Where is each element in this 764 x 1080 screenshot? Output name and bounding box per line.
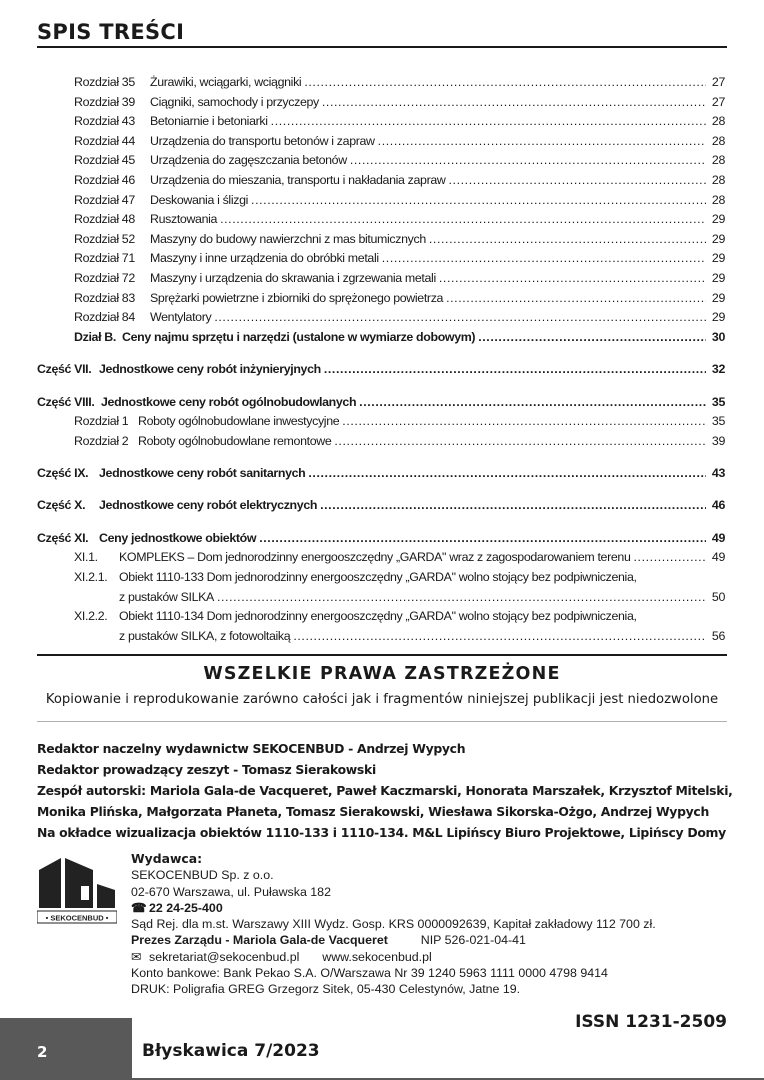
toc-label: Rozdział 1 [74, 414, 129, 429]
page-title: SPIS TREŚCI [37, 20, 185, 44]
dot-leader [334, 434, 706, 448]
toc-page: 35 [711, 414, 725, 429]
toc-page: 29 [711, 251, 725, 266]
toc-label: Rozdział 39 [74, 94, 135, 109]
dot-leader [359, 395, 706, 409]
toc-title: Roboty ogólnobudowlane remontowe [138, 433, 332, 448]
dot-leader [259, 531, 706, 545]
toc-row-chapter [37, 153, 725, 173]
publisher-email[interactable]: sekretariat@sekocenbud.pl [149, 949, 300, 964]
toc-row-chapter [37, 251, 725, 271]
toc-title: Roboty ogólnobudowlane inwestycyjne [138, 414, 340, 429]
issn: ISSN 1231-2509 [575, 1012, 727, 1032]
toc-title: Sprężarki powietrzne i zbiorniki do sprężonego powietrza [150, 290, 444, 305]
toc-page: 56 [711, 628, 725, 643]
toc-title: Urządzenia do zagęszczania betonów [150, 153, 347, 168]
toc-title: Żurawiki, wciągarki, wciągniki [150, 75, 302, 89]
toc-page: 50 [711, 589, 725, 604]
toc-page: 27 [711, 94, 725, 109]
toc-title: Urządzenia do mieszania, transportu i nakładania zapraw [150, 172, 446, 187]
toc-label: Rozdział 35 [74, 75, 135, 89]
toc-row-chapter [37, 114, 725, 134]
toc-title: KOMPLEKS – Dom jednorodzinny energooszczędny „GARDA" wraz z zagospodarowaniem terenu [119, 550, 631, 565]
credit-line: Na okładce wizualizacja obiektów 1110-133 i 1110-134. M&L Lipińscy Biuro Projektowe, Lipińscy Domy [37, 825, 726, 840]
toc-label: Rozdział 44 [74, 133, 135, 148]
toc-title: Jednostkowe ceny robót sanitarnych [99, 466, 306, 481]
toc-label: Rozdział 84 [74, 310, 135, 325]
publisher-bank: Konto bankowe: Bank Pekao S.A. O/Warszawa Nr 39 1240 5963 1111 0000 4798 9414 [131, 966, 608, 981]
publisher-registry: Sąd Rej. dla m.st. Warszawy XIII Wydz. Gosp. KRS 0000092639, Kapitał zakładowy 112 700 zł. [131, 917, 656, 932]
toc-title: Jednostkowe ceny robót inżynieryjnych [99, 362, 321, 377]
publisher-info [131, 851, 731, 998]
credits [37, 738, 737, 843]
toc-label: Część XI. [37, 530, 89, 545]
dot-leader [304, 75, 706, 89]
toc-row-part-11 [37, 531, 725, 551]
dot-leader [634, 550, 707, 564]
dot-leader [308, 466, 706, 480]
toc-page: 39 [711, 433, 725, 448]
toc-label: Rozdział 46 [74, 172, 135, 187]
publisher-board: Prezes Zarządu - Mariola Gala-de Vacqueret [131, 933, 388, 948]
toc-label: Część IX. [37, 466, 89, 481]
dot-leader [382, 251, 706, 265]
toc-row-chapter [37, 173, 725, 193]
dot-leader [439, 271, 706, 285]
credit-line: Monika Plińska, Małgorzata Płaneta, Tomasz Sierakowski, Wiesława Sikorska-Ożgo, Andrzej Wypych [37, 804, 709, 819]
toc-page: 28 [711, 153, 725, 168]
toc-title: Obiekt 1110-133 Dom jednorodzinny energooszczędny „GARDA" wolno stojący bez podpiwniczenia, [119, 570, 637, 585]
toc-label: Rozdział 52 [74, 231, 135, 246]
toc-label: Rozdział 47 [74, 192, 135, 207]
toc-label: Rozdział 2 [74, 433, 129, 448]
phone-icon: ☎ [131, 900, 147, 915]
toc-title: Jednostkowe ceny robót elektrycznych [99, 498, 318, 513]
toc-page: 28 [711, 172, 725, 187]
toc-title: Ciągniki, samochody i przyczepy [150, 94, 319, 109]
toc-page: 32 [711, 362, 725, 377]
toc-title: Maszyny i urządzenia do skrawania i zgrzewania metali [150, 270, 436, 285]
dot-leader [429, 232, 706, 246]
toc-title: Maszyny i inne urządzenia do obróbki metali [150, 251, 379, 266]
publisher-print: DRUK: Poligrafia GREG Grzegorz Sitek, 05-430 Celestynów, Jatne 19. [131, 982, 521, 997]
toc-page: 29 [711, 270, 725, 285]
toc-page: 49 [711, 530, 725, 545]
toc-title: Obiekt 1110-134 Dom jednorodzinny energooszczędny „GARDA" wolno stojący bez podpiwniczenia, [119, 609, 637, 624]
toc-title: z pustaków SILKA, z fotowoltaiką [119, 628, 291, 643]
dot-leader [446, 291, 706, 305]
publisher-website[interactable]: www.sekocenbud.pl [322, 949, 432, 964]
toc-page: 30 [711, 329, 725, 344]
dot-leader [449, 173, 706, 187]
toc-page: 43 [711, 466, 725, 481]
toc-row-object-continued [37, 629, 725, 649]
dot-leader [217, 590, 706, 604]
toc-page: 29 [711, 290, 725, 305]
publisher-address: 02-670 Warszawa, ul. Puławska 182 [131, 884, 331, 899]
toc-label: Rozdział 43 [74, 114, 135, 129]
toc-label: Część X. [37, 498, 86, 513]
page-number: 2 [37, 1043, 48, 1061]
toc-label: Dział B. [74, 329, 116, 344]
toc-row-chapter [37, 414, 725, 434]
credit-line: Zespół autorski: Mariola Gala-de Vacqueret, Paweł Kaczmarski, Honorata Marszałek, Krzysztof Mitelski, [37, 783, 733, 798]
toc-row-dzial-b [37, 330, 725, 350]
toc-row-chapter [37, 271, 725, 291]
toc-title: Rusztowania [150, 212, 218, 227]
toc-row-object-continued [37, 590, 725, 610]
toc-row-part-9 [37, 466, 725, 486]
toc-row-chapter [37, 75, 725, 95]
toc-row-object [37, 609, 725, 629]
toc-label: Rozdział 72 [74, 270, 135, 285]
toc-label: Rozdział 45 [74, 153, 135, 168]
dot-leader [293, 629, 706, 643]
toc-title: Deskowania i ślizgi [150, 192, 249, 207]
toc-row-object [37, 570, 725, 590]
publisher-heading: Wydawca: [131, 851, 203, 866]
toc-title: Ceny najmu sprzętu i narzędzi (ustalone w wymiarze dobowym) [122, 329, 476, 344]
toc-label: XI.1. [74, 550, 98, 565]
toc-title: Wentylatory [150, 310, 212, 325]
dot-leader [478, 330, 706, 344]
toc-row-chapter [37, 134, 725, 154]
dot-leader [214, 310, 706, 324]
toc-title: Betoniarnie i betoniarki [150, 114, 268, 129]
credit-line: Redaktor prowadzący zeszyt - Tomasz Sierakowski [37, 762, 376, 777]
dot-leader [320, 498, 706, 512]
toc-row-chapter [37, 434, 725, 454]
toc-page: 28 [711, 192, 725, 207]
building-logo-icon [37, 856, 117, 924]
toc-page: 27 [711, 75, 725, 89]
toc-page: 29 [711, 231, 725, 246]
toc-page: 28 [711, 133, 725, 148]
publisher-nip: NIP 526-021-04-41 [420, 933, 526, 948]
toc-page: 49 [711, 550, 725, 565]
toc-row-part-10 [37, 498, 725, 518]
toc-title: Ceny jednostkowe obiektów [99, 530, 257, 545]
publisher-phone: 22 24-25-400 [149, 900, 223, 915]
footer-bar [0, 1018, 132, 1080]
thin-divider [37, 721, 727, 722]
dot-leader [322, 95, 706, 109]
toc-page: 29 [711, 212, 725, 227]
toc-page: 29 [711, 310, 725, 325]
toc-page: 35 [711, 394, 725, 409]
email-icon: ✉ [131, 949, 142, 964]
toc-row-part-8 [37, 395, 725, 415]
publisher-name: SEKOCENBUD Sp. z o.o. [131, 868, 274, 883]
toc-page: 46 [711, 498, 725, 513]
rights-title: WSZELKIE PRAWA ZASTRZEŻONE [203, 664, 561, 684]
section-divider [37, 654, 727, 656]
toc-row-object [37, 550, 725, 570]
toc-label: XI.2.1. [74, 570, 108, 585]
toc-label: Część VII. [37, 362, 92, 377]
dot-leader [271, 114, 706, 128]
toc-label: Część VIII. [37, 394, 95, 409]
toc-title: z pustaków SILKA [119, 589, 214, 604]
logo-text: • SEKOCENBUD • [45, 913, 109, 923]
title-rule [37, 46, 727, 48]
toc-row-chapter [37, 232, 725, 252]
toc-row-chapter [37, 193, 725, 213]
dot-leader [378, 134, 706, 148]
toc-row-chapter [37, 95, 725, 115]
toc-row-chapter [37, 212, 725, 232]
toc-title: Jednostkowe ceny robót ogólnobudowlanych [101, 394, 357, 409]
toc-title: Urządzenia do transportu betonów i zapraw [150, 133, 375, 148]
toc-label: Rozdział 48 [74, 212, 135, 227]
publication-title: Błyskawica 7/2023 [142, 1041, 320, 1061]
toc-row-chapter [37, 291, 725, 311]
toc-row-part-7 [37, 362, 725, 382]
dot-leader [324, 362, 706, 376]
toc-label: Rozdział 71 [74, 251, 135, 266]
toc-label: XI.2.2. [74, 609, 108, 624]
rights-text: Kopiowanie i reprodukowanie zarówno całości jak i fragmentów niniejszej publikacji jest niedozwolone [45, 692, 719, 707]
table-of-contents [37, 75, 725, 648]
toc-page: 28 [711, 114, 725, 129]
dot-leader [251, 193, 706, 207]
toc-label: Rozdział 83 [74, 290, 135, 305]
chapters-list [37, 75, 725, 330]
dot-leader [342, 414, 706, 428]
credit-line: Redaktor naczelny wydawnictw SEKOCENBUD - Andrzej Wypych [37, 741, 466, 756]
dot-leader [220, 212, 706, 226]
toc-row-chapter [37, 310, 725, 330]
toc-title: Maszyny do budowy nawierzchni z mas bitumicznych [150, 231, 426, 246]
dot-leader [350, 153, 706, 167]
